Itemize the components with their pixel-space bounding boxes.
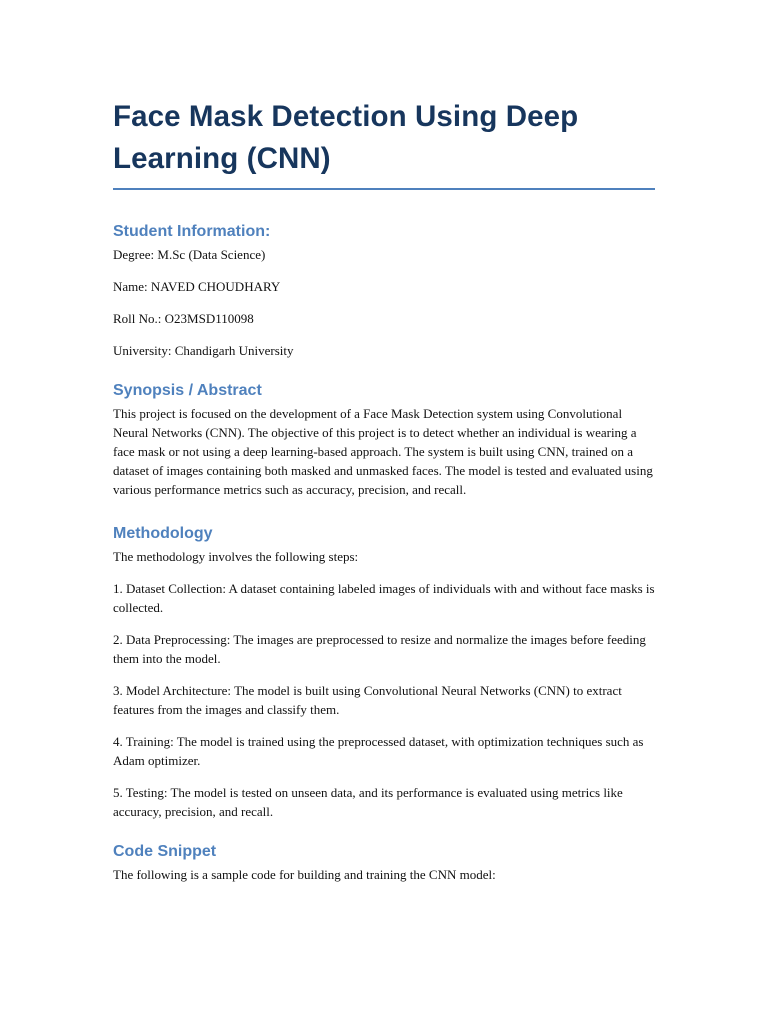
- methodology-step: 1. Dataset Collection: A dataset containing labeled images of individuals with and without face masks is collected.: [113, 581, 655, 615]
- university-line: University: Chandigarh University: [113, 343, 294, 358]
- methodology-step: 3. Model Architecture: The model is built using Convolutional Neural Networks (CNN) to extract features from the images and classify them.: [113, 683, 622, 717]
- methodology-section: [113, 524, 655, 821]
- student-information-section: [113, 222, 655, 360]
- name-line: Name: NAVED CHOUDHARY: [113, 279, 281, 294]
- code-snippet-intro: The following is a sample code for building and training the CNN model:: [113, 867, 496, 882]
- synopsis-section: [113, 381, 655, 499]
- code-snippet-heading: Code Snippet: [113, 843, 217, 860]
- student-information-heading: Student Information:: [113, 223, 271, 240]
- synopsis-paragraph: This project is focused on the development of a Face Mask Detection system using Convolutional Neural Networks (CNN). The objective of this project is to detect whether an individual is wearing a face mask or not using a deep learning-based approach. The system is built using CNN, trained on a dataset of images containing both masked and unmasked faces. The model is tested and evaluated using various performance metrics such as accuracy, precision, and recall.: [113, 406, 653, 497]
- methodology-intro: The methodology involves the following steps:: [113, 549, 359, 564]
- roll-number-line: Roll No.: O23MSD110098: [113, 311, 254, 326]
- code-snippet-section: [113, 842, 655, 884]
- methodology-heading: Methodology: [113, 525, 213, 542]
- methodology-step: 2. Data Preprocessing: The images are preprocessed to resize and normalize the images before feeding them into the model.: [113, 632, 646, 666]
- methodology-step: 5. Testing: The model is tested on unseen data, and its performance is evaluated using metrics like accuracy, precision, and recall.: [113, 785, 623, 819]
- document-page: [113, 96, 655, 884]
- synopsis-heading: Synopsis / Abstract: [113, 382, 262, 399]
- document-title: Face Mask Detection Using Deep Learning (CNN): [113, 96, 655, 190]
- methodology-step: 4. Training: The model is trained using the preprocessed dataset, with optimization techniques such as Adam optimizer.: [113, 734, 644, 768]
- degree-line: Degree: M.Sc (Data Science): [113, 247, 266, 262]
